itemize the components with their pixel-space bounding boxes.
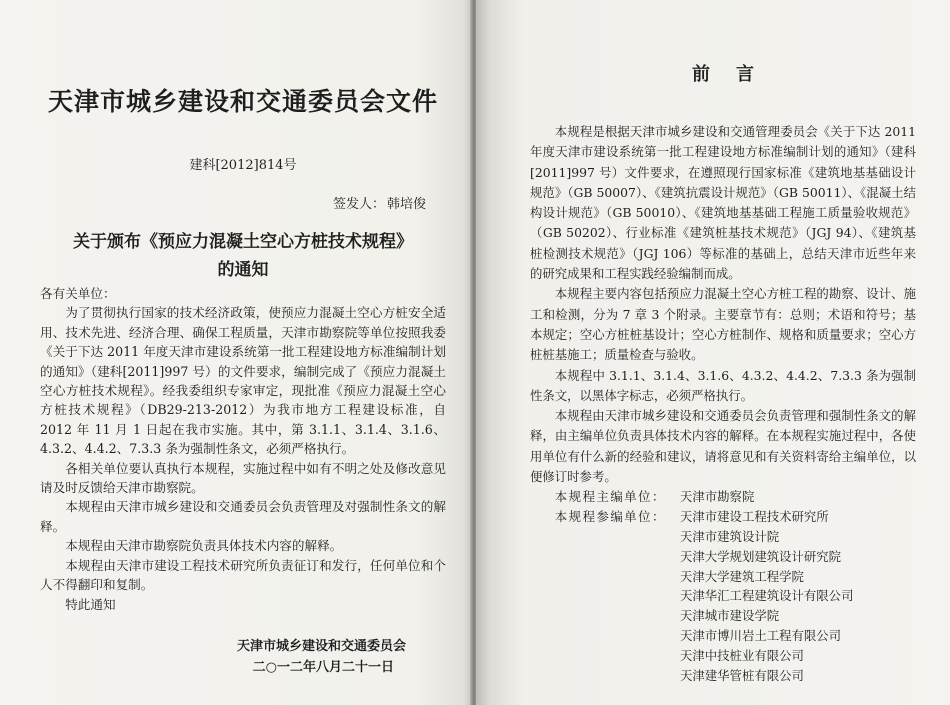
notice-title — [40, 228, 446, 284]
notice-paragraph: 为了贯彻执行国家的技术经济政策，使预应力混凝土空心方桩安全适用、技术先进、经济合理、确保工程质量，天津市勘察院等单位按照我委《关于下达 2011 年度天津市建设系统第一批工程建设地方标准编制计划的通知》（建科[2011]997 号）的文件要求，编制完成了《预应力混凝土空心方桩技术规程》。经我委组织专家审定，现批准《预应力混凝土空心方桩技术规程》（DB29-213-2012）为我市地方工程建设标准，自 2012 年 11 月 1 日起在我市实施。其中，第 3.1.1、3.1.4、3.1.6、4.3.2、4.4.2、7.3.3 条为强制性条文，必须严格执行。 — [40, 305, 446, 457]
issuer-name: 天津市城乡建设和交通委员会 — [236, 638, 406, 654]
preface-paragraph: 本规程是根据天津市城乡建设和交通管理委员会《关于下达 2011 年度天津市建设系统第一批工程建设地方标准编制计划的通知》（建科 [2011]997 号）文件要求，在遵照现行国家标准《建筑地基基础设计规范》（GB 50007）、《建筑抗震设计规范》（GB 50011）、《混凝土结构设计规范》（GB 50010）、《建筑地基基础工程施工质量验收规范》（GB 50202）、行业标准《建筑桩基技术规范》（JGJ 94）、《建筑基桩检测技术规范》（JGJ 106）等标准的基础上，总结天津市近些年来的研究成果和工程实践经验编制而成。 — [530, 124, 916, 282]
preface-paragraph: 本规程中 3.1.1、3.1.4、3.1.6、4.3.2、4.4.2、7.3.3 条为强制性条文，以黑体字标志，必须严格执行。 — [530, 367, 916, 403]
document-number: 建科[2012]814号 — [189, 158, 297, 173]
notice-closing: 特此通知 — [65, 596, 116, 612]
notice-paragraph: 本规程由天津市建设工程技术研究所负责征订和发行，任何单位和个人不得翻印和复制。 — [40, 557, 446, 593]
participant-item: 天津城市建设学院 — [680, 608, 780, 624]
preface-paragraph: 本规程主要内容包括预应力混凝土空心方桩工程的勘察、设计、施工和检测，分为 7 章 3 个附录。主要章节有：总则；术语和符号；基本规定；空心方桩桩基设计；空心方桩制作、规格和质量要求；空心方桩桩基施工；质量检查与验收。 — [530, 286, 916, 363]
preface-body — [530, 122, 916, 487]
right-page — [476, 0, 950, 705]
preface-paragraph: 本规程由天津市城乡建设和交通委员会负责管理和强制性条文的解释，由主编单位负责具体技术内容的解释。在本规程实施过程中，各使用单位有什么新的经验和建议，请将意见和有关资料寄给主编单位，以便修订时参考。 — [530, 408, 916, 485]
signer-label: 签发人： — [332, 197, 385, 212]
notice-title-line1: 关于颁布《预应力混凝土空心方桩技术规程》 — [73, 232, 413, 252]
participant-item: 天津市博川岩土工程有限公司 — [680, 627, 842, 643]
signer-line — [40, 193, 446, 212]
participant-item: 天津大学建筑工程学院 — [680, 568, 804, 584]
participant-item: 天津市建设工程技术研究所 — [680, 509, 829, 525]
signer-name: 韩培俊 — [386, 197, 426, 212]
preface-title: 前言 — [692, 64, 780, 85]
participants-label: 本规程参编单位： — [554, 509, 666, 525]
participant-item: 天津建华管桩有限公司 — [680, 667, 804, 683]
chief-editor-name: 天津市勘察院 — [680, 489, 755, 505]
chief-editor-label: 本规程主编单位： — [554, 489, 666, 505]
left-page — [0, 0, 472, 705]
notice-paragraph: 本规程由天津市勘察院负责具体技术内容的解释。 — [65, 538, 343, 554]
chief-editor-row — [530, 487, 916, 507]
notice-body — [40, 284, 446, 614]
participant-item: 天津市建筑设计院 — [680, 528, 780, 544]
participant-item: 天津中技桩业有限公司 — [680, 647, 804, 663]
notice-paragraph: 本规程由天津市城乡建设和交通委员会负责管理及对强制性条文的解释。 — [40, 499, 446, 534]
notice-paragraph: 各相关单位要认真执行本规程，实施过程中如有不明之处及修改意见请及时反馈给天津市勘察院。 — [40, 460, 446, 496]
participants-row — [530, 507, 916, 685]
issuer-block — [40, 636, 446, 678]
participants-list — [680, 507, 853, 685]
notice-title-line2: 的通知 — [217, 260, 269, 280]
document-title: 天津市城乡建设和交通委员会文件 — [47, 87, 438, 116]
participant-item: 天津大学规划建筑设计研究院 — [680, 548, 842, 564]
participant-item: 天津华汇工程建筑设计有限公司 — [680, 588, 854, 604]
issue-date: 二○一二年八月二十一日 — [252, 659, 394, 675]
editors-block — [530, 487, 916, 685]
salutation: 各有关单位： — [40, 286, 116, 301]
